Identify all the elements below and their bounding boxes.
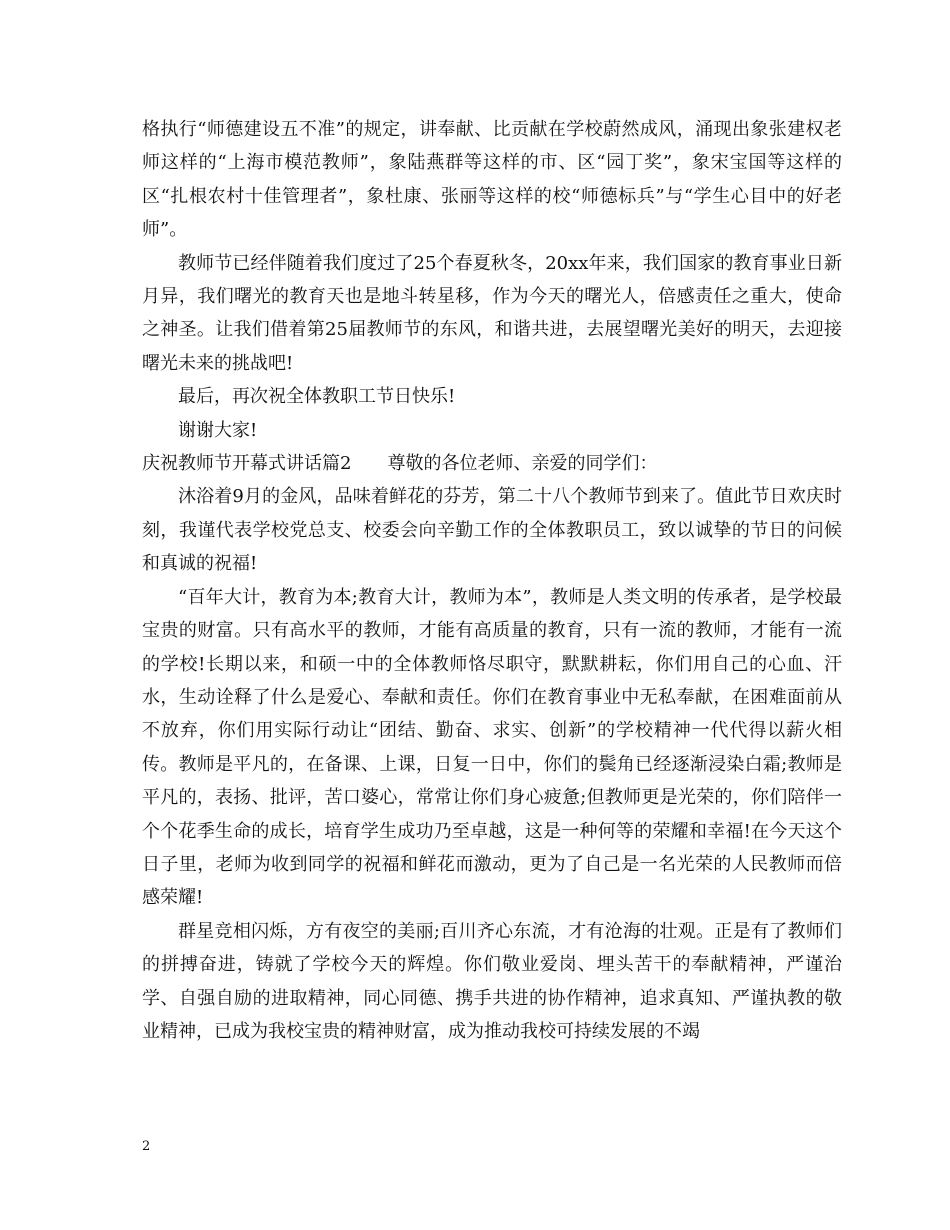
paragraph: 谢谢大家! [178,419,258,441]
paragraph: 沐浴着9月的金风，品味着鲜花的芬芳，第二十八个教师节到来了。值此节日欢庆时刻，我谨代表学校党总支、校委会向辛勤工作的全体教职员工，致以诚挚的节日的问候和真诚的祝福! [142,486,842,575]
page-number: 2 [142,1139,151,1154]
paragraph: 群星竞相闪烁，方有夜空的美丽;百川齐心东流，才有沧海的壮观。正是有了教师们的拼搏奋进，铸就了学校今天的辉煌。你们敬业爱岗、埋头苦干的奉献精神，严谨治学、自强自励的进取精神，同心同德、携手共进的协作精神，追求真知、严谨执教的敬业精神，已成为我校宝贵的精神财富，成为推动我校可持续发展的不竭 [142,920,842,1042]
paragraph: 最后，再次祝全体教职工节日快乐! [178,386,456,408]
paragraph: 教师节已经伴随着我们度过了25个春夏秋冬，20xx年来，我们国家的教育事业日新月异，我们曙光的教育天也是地斗转星移，作为今天的曙光人，倍感责任之重大，使命之神圣。让我们借着第25届教师节的东风，和谐共进，去展望曙光美好的明天，去迎接曙光未来的挑战吧! [142,252,842,374]
paragraph: 格执行“师德建设五不准”的规定，讲奉献、比贡献在学校蔚然成风，涌现出象张建权老师这样的“上海市模范教师”，象陆燕群等这样的市、区“园丁奖”，象宋宝国等这样的区“扎根农村十佳管理者”，象杜康、张丽等这样的校“师德标兵”与“学生心目中的好老师”。 [142,119,842,241]
document-body [142,113,842,1048]
section-heading: 庆祝教师节开幕式讲话篇2 尊敬的各位老师、亲爱的同学们： [142,453,658,475]
paragraph: “百年大计，教育为本;教育大计，教师为本”，教师是人类文明的传承者，是学校最宝贵的财富。只有高水平的教师，才能有高质量的教育，只有一流的教师，才能有一流的学校!长期以来，和硕一中的全体教师恪尽职守，默默耕耘，你们用自己的心血、汗水，生动诠释了什么是爱心、奉献和责任。你们在教育事业中无私奉献，在困难面前从不放弃，你们用实际行动让“团结、勤奋、求实、创新”的学校精神一代代得以薪火相传。教师是平凡的，在备课、上课，日复一日中，你们的鬓角已经逐渐浸染白霜;教师是平凡的，表扬、批评，苦口婆心，常常让你们身心疲惫;但教师更是光荣的，你们陪伴一个个花季生命的成长，培育学生成功乃至卓越，这是一种何等的荣耀和幸福!在今天这个日子里，老师为收到同学的祝福和鲜花而激动，更为了自己是一名光荣的人民教师而倍感荣耀! [142,586,842,909]
